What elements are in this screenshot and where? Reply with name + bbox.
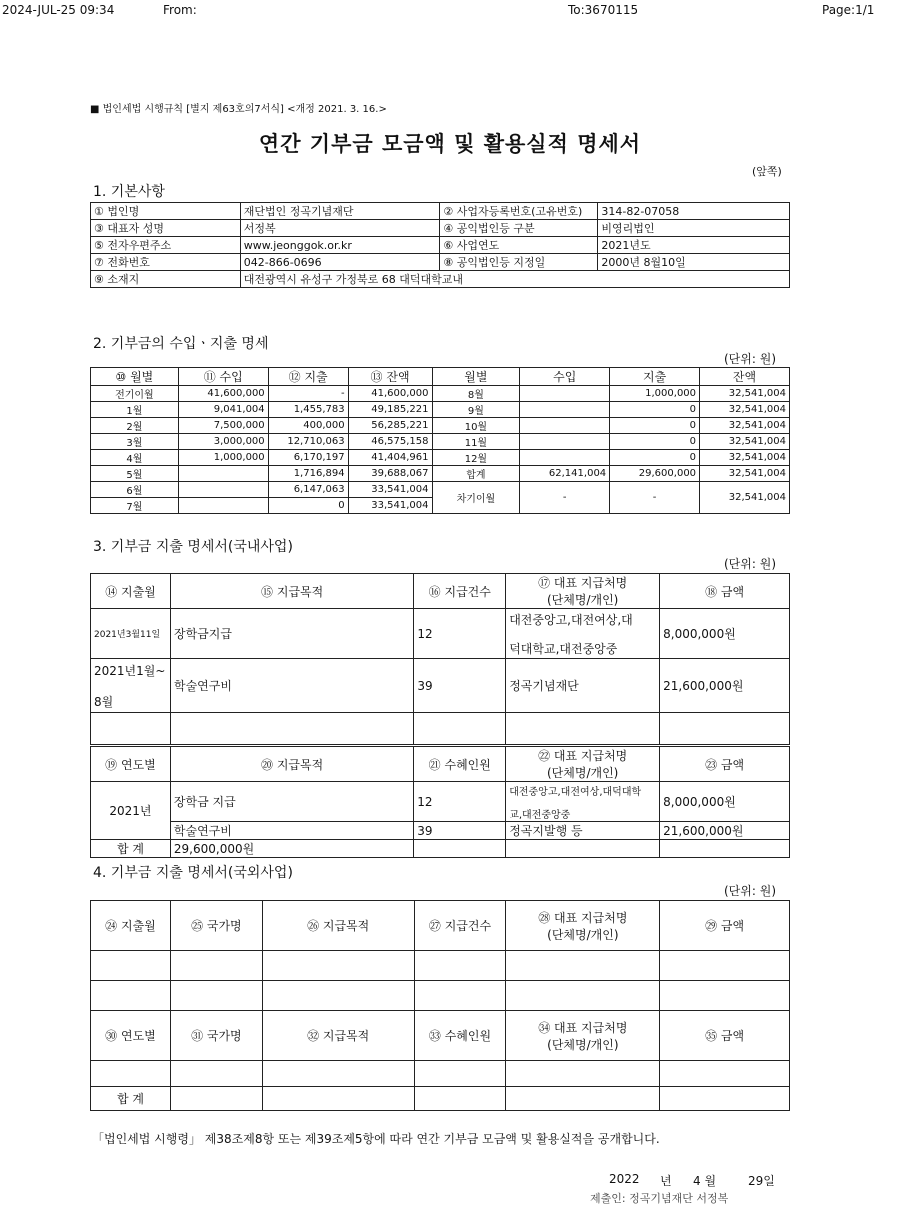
section3-unit: (단위: 원)	[724, 557, 776, 571]
expense-value: 400,000	[268, 418, 348, 434]
balance-value: 33,541,004	[348, 498, 432, 514]
section1-title: 1. 기본사항	[93, 184, 165, 200]
income-value	[520, 418, 610, 434]
month-label: 전기이월	[91, 386, 179, 402]
income-value: 41,600,000	[178, 386, 268, 402]
income-value	[520, 434, 610, 450]
total-value: 29,600,000원	[170, 840, 413, 858]
column-header: ⑩ 월별	[91, 368, 179, 386]
beneficiary-value: 12	[414, 782, 506, 822]
fax-from: From:	[163, 3, 197, 17]
payee-sub-label: (단체명/개인)	[547, 927, 619, 942]
submitter-line: 제출인: 정곡기념재단 서정복	[590, 1192, 729, 1205]
payee-label: ⑰ 대표 지급처명	[538, 576, 628, 590]
col-year: ㉚ 연도별	[91, 1011, 171, 1061]
income-value: 1,000,000	[178, 450, 268, 466]
count-value: 39	[414, 659, 506, 713]
month-value	[91, 659, 171, 713]
payee-value: 정곡지발행 등	[506, 822, 660, 840]
carry-balance: 32,541,004	[700, 482, 790, 514]
purpose-value: 학술연구비	[170, 822, 413, 840]
fax-to: To:3670115	[568, 3, 639, 17]
month-label: 1월	[91, 402, 179, 418]
column-header: ⑫ 지출	[268, 368, 348, 386]
income-value: 62,141,004	[520, 466, 610, 482]
col-month: ⑭ 지출월	[91, 574, 171, 609]
payee-line: 대전중앙고,대전여상,대	[509, 612, 633, 627]
domestic-row	[91, 659, 790, 713]
balance-value: 49,185,221	[348, 402, 432, 418]
col-amount: ㉓ 금액	[660, 747, 790, 782]
month-row	[91, 434, 790, 450]
purpose-value: 장학금지급	[170, 609, 413, 659]
address-value: 대전광역시 유성구 가정북로 68 대덕대학교내	[240, 271, 789, 288]
col-count: ⑯ 지급건수	[414, 574, 506, 609]
column-header: ⑬ 잔액	[348, 368, 432, 386]
amount-value: 8,000,000원	[660, 609, 790, 659]
col-amount: ⑱ 금액	[660, 574, 790, 609]
month-label: 6월	[91, 482, 179, 498]
info-value: 314-82-07058	[598, 203, 790, 220]
income-value	[178, 482, 268, 498]
payee-label: ㉞ 대표 지급처명	[538, 1020, 628, 1035]
balance-value: 32,541,004	[700, 434, 790, 450]
month-label: 4월	[91, 450, 179, 466]
info-label: ④ 공익법인등 구분	[440, 220, 598, 237]
income-value: 9,041,004	[178, 402, 268, 418]
info-label: ⑥ 사업연도	[440, 237, 598, 254]
balance-value: 33,541,004	[348, 482, 432, 498]
expense-value: 6,170,197	[268, 450, 348, 466]
month-row	[91, 402, 790, 418]
payee-sub-label: (단체명/개인)	[547, 1037, 619, 1052]
month-label: 8월	[432, 386, 520, 402]
total-row	[91, 1087, 790, 1111]
info-value: 2000년 8월10일	[598, 254, 790, 271]
income-value	[178, 466, 268, 482]
col-amount: ㉟ 금액	[660, 1011, 790, 1061]
month-label: 12월	[432, 450, 520, 466]
col-purpose: ㉜ 지급목적	[262, 1011, 414, 1061]
column-header: 수입	[520, 368, 610, 386]
month-label: 9월	[432, 402, 520, 418]
income-value: 7,500,000	[178, 418, 268, 434]
month-row	[91, 450, 790, 466]
month-label: 11월	[432, 434, 520, 450]
carry-forward-label: 차기이월	[432, 482, 520, 514]
month-label: 5월	[91, 466, 179, 482]
expense-value: 1,455,783	[268, 402, 348, 418]
overseas-header-row	[91, 901, 790, 951]
payee-label: ㉒ 대표 지급처명	[538, 749, 628, 763]
col-beneficiaries: ㉝ 수혜인원	[414, 1011, 506, 1061]
expense-value: 0	[268, 498, 348, 514]
expense-value: 29,600,000	[610, 466, 700, 482]
amount-value: 8,000,000원	[660, 782, 790, 822]
payee-line: 교,대전중앙중	[509, 809, 571, 821]
col-country: ㉛ 국가명	[170, 1011, 262, 1061]
yearly-header-row	[91, 747, 790, 782]
balance-value: 32,541,004	[700, 450, 790, 466]
income-value: 3,000,000	[178, 434, 268, 450]
income-value	[520, 402, 610, 418]
balance-value: 56,285,221	[348, 418, 432, 434]
balance-value: 41,404,961	[348, 450, 432, 466]
info-label: ② 사업자등록번호(고유번호)	[440, 203, 598, 220]
date-month: 4 월	[693, 1174, 717, 1188]
col-payee	[506, 901, 660, 951]
month-label: 합계	[432, 466, 520, 482]
section4-title: 4. 기부금 지출 명세서(국외사업)	[93, 865, 293, 881]
info-label: ⑦ 전화번호	[91, 254, 241, 271]
yearly-row	[91, 822, 790, 840]
col-payee	[506, 1011, 660, 1061]
section3-title: 3. 기부금 지출 명세서(국내사업)	[93, 539, 293, 555]
column-header: 잔액	[700, 368, 790, 386]
empty-row	[91, 1061, 790, 1087]
beneficiary-value: 39	[414, 822, 506, 840]
address-label: ⑨ 소재지	[91, 271, 241, 288]
balance-value: 41,600,000	[348, 386, 432, 402]
month-line: 2021년1월~	[94, 663, 166, 678]
month-6-row	[91, 482, 790, 498]
total-label: 합 계	[91, 840, 171, 858]
expense-value: 0	[610, 418, 700, 434]
date-day: 29일	[748, 1174, 775, 1188]
info-row	[91, 254, 790, 271]
domestic-yearly-table	[90, 746, 790, 858]
empty-row	[91, 713, 790, 745]
balance-value: 39,688,067	[348, 466, 432, 482]
section4-unit: (단위: 원)	[724, 884, 776, 898]
balance-value: 32,541,004	[700, 466, 790, 482]
info-value: 재단법인 정곡기념재단	[240, 203, 440, 220]
month-row	[91, 466, 790, 482]
overseas-yearly-header-row	[91, 1011, 790, 1061]
column-header: 월별	[432, 368, 520, 386]
month-label: 2월	[91, 418, 179, 434]
col-purpose: ⑳ 지급목적	[170, 747, 413, 782]
payee-line: 대전중앙고,대전여상,대덕대학	[509, 786, 642, 798]
domestic-header-row	[91, 574, 790, 609]
income-expense-header-row	[91, 368, 790, 386]
legal-notice: 「법인세법 시행령」 제38조제8항 또는 제39조제5항에 따라 연간 기부금 모금액 및 활용실적을 공개합니다.	[92, 1132, 660, 1146]
col-count: ㉗ 지급건수	[414, 901, 506, 951]
col-amount: ㉙ 금액	[660, 901, 790, 951]
income-value	[520, 450, 610, 466]
fax-page: Page:1/1	[822, 3, 875, 17]
col-country: ㉕ 국가명	[170, 901, 262, 951]
month-row	[91, 418, 790, 434]
income-value	[520, 386, 610, 402]
col-beneficiaries: ㉑ 수혜인원	[414, 747, 506, 782]
col-payee	[506, 747, 660, 782]
expense-value: 12,710,063	[268, 434, 348, 450]
total-label: 합 계	[91, 1087, 171, 1111]
col-payee	[506, 574, 660, 609]
month-line: 8월	[94, 694, 114, 709]
fax-datetime: 2024-JUL-25 09:34	[2, 3, 115, 17]
col-purpose: ㉖ 지급목적	[262, 901, 414, 951]
date-year: 2022	[609, 1172, 640, 1186]
domestic-expense-table	[90, 573, 790, 745]
balance-value: 32,541,004	[700, 386, 790, 402]
domestic-row	[91, 609, 790, 659]
document-title: 연간 기부금 모금액 및 활용실적 명세서	[258, 132, 642, 156]
expense-value: 1,716,894	[268, 466, 348, 482]
empty-row	[91, 951, 790, 981]
front-side-label: (앞쪽)	[752, 165, 782, 178]
payee-value	[506, 609, 660, 659]
purpose-value: 학술연구비	[170, 659, 413, 713]
col-month: ㉔ 지출월	[91, 901, 171, 951]
info-label: ⑤ 전자우편주소	[91, 237, 241, 254]
balance-value: 46,575,158	[348, 434, 432, 450]
year-value: 2021년	[91, 782, 171, 840]
payee-line: 덕대학교,대전중앙중	[509, 641, 618, 656]
info-value: 비영리법인	[598, 220, 790, 237]
overseas-expense-table	[90, 900, 790, 1111]
balance-value: 32,541,004	[700, 418, 790, 434]
form-header-note: ■ 법인세법 시행규칙 [별지 제63호의7서식] <개정 2021. 3. 16.>	[90, 104, 387, 115]
info-value: 042-866-0696	[240, 254, 440, 271]
info-value: 서정복	[240, 220, 440, 237]
yearly-row	[91, 782, 790, 822]
expense-value: 0	[610, 434, 700, 450]
payee-value	[506, 782, 660, 822]
payee-sub-label: (단체명/개인)	[546, 766, 619, 780]
month-label: 3월	[91, 434, 179, 450]
info-label: ③ 대표자 성명	[91, 220, 241, 237]
info-value: www.jeonggok.or.kr	[240, 237, 440, 254]
info-label: ① 법인명	[91, 203, 241, 220]
info-label: ⑧ 공익법인등 지정일	[440, 254, 598, 271]
count-value: 12	[414, 609, 506, 659]
info-value: 2021년도	[598, 237, 790, 254]
section2-unit: (단위: 원)	[724, 352, 776, 366]
purpose-value: 장학금 지급	[170, 782, 413, 822]
carry-income: -	[520, 482, 610, 514]
empty-row	[91, 981, 790, 1011]
expense-value: -	[268, 386, 348, 402]
payee-sub-label: (단체명/개인)	[546, 593, 619, 607]
amount-value: 21,600,000원	[660, 822, 790, 840]
section2-title: 2. 기부금의 수입ㆍ지출 명세	[93, 336, 269, 352]
expense-value: 1,000,000	[610, 386, 700, 402]
expense-value: 6,147,063	[268, 482, 348, 498]
balance-value: 32,541,004	[700, 402, 790, 418]
col-purpose: ⑮ 지급목적	[170, 574, 413, 609]
month-label: 10월	[432, 418, 520, 434]
col-year: ⑲ 연도별	[91, 747, 171, 782]
payee-value: 정곡기념재단	[506, 659, 660, 713]
expense-value: 0	[610, 450, 700, 466]
income-expense-table	[90, 367, 790, 514]
month-label: 7월	[91, 498, 179, 514]
basic-info-table	[90, 202, 790, 288]
date-year-suffix: 년	[660, 1174, 672, 1188]
expense-value: 0	[610, 402, 700, 418]
carry-expense: -	[610, 482, 700, 514]
column-header: 지출	[610, 368, 700, 386]
info-row	[91, 220, 790, 237]
info-row	[91, 237, 790, 254]
payee-label: ㉘ 대표 지급처명	[538, 910, 628, 925]
info-row	[91, 203, 790, 220]
income-value	[178, 498, 268, 514]
amount-value: 21,600,000원	[660, 659, 790, 713]
address-row	[91, 271, 790, 288]
month-value: 2021년3월11일	[91, 609, 171, 659]
column-header: ⑪ 수입	[178, 368, 268, 386]
month-row	[91, 386, 790, 402]
total-row	[91, 840, 790, 858]
